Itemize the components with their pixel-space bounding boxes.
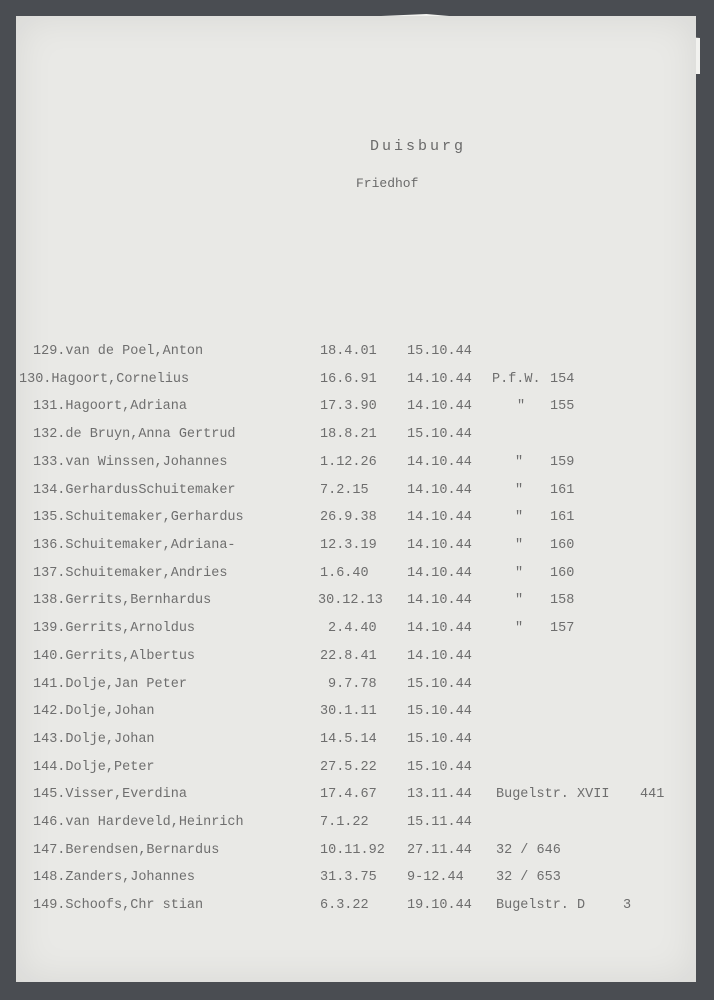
- record-name: 145.Visser,Everdina: [33, 787, 187, 802]
- record-note: ": [515, 510, 524, 525]
- record-row: [0, 649, 714, 669]
- record-death-date: 15.10.44: [407, 427, 472, 442]
- record-note: ": [515, 593, 524, 608]
- record-birth-date: 12.3.19: [320, 538, 377, 553]
- record-death-date: 14.10.44: [407, 483, 472, 498]
- record-birth-date: 14.5.14: [320, 732, 377, 747]
- record-row: [0, 566, 714, 586]
- record-death-date: 15.10.44: [407, 677, 472, 692]
- record-number: 3: [623, 898, 632, 913]
- record-row: [0, 399, 714, 419]
- record-birth-date: 16.6.91: [320, 372, 377, 387]
- record-name: 133.van Winssen,Johannes: [33, 455, 228, 470]
- record-number: 441: [640, 787, 665, 802]
- record-row: [0, 510, 714, 530]
- record-death-date: 14.10.44: [407, 399, 472, 414]
- record-note: Bugelstr. D: [496, 898, 586, 913]
- record-row: [0, 427, 714, 447]
- record-name: 136.Schuitemaker,Adriana-: [33, 538, 236, 553]
- record-number: 155: [550, 399, 575, 414]
- record-birth-date: 9.7.78: [328, 677, 377, 692]
- record-death-date: 19.10.44: [407, 898, 472, 913]
- record-birth-date: 31.3.75: [320, 870, 377, 885]
- record-name: 140.Gerrits,Albertus: [33, 649, 196, 664]
- record-name: 130.Hagoort,Cornelius: [19, 372, 190, 387]
- record-note: Bugelstr. XVII: [496, 787, 610, 802]
- record-name: 137.Schuitemaker,Andries: [33, 566, 228, 581]
- record-birth-date: 6.3.22: [320, 898, 369, 913]
- record-death-date: 14.10.44: [407, 649, 472, 664]
- record-death-date: 14.10.44: [407, 621, 472, 636]
- record-name: 131.Hagoort,Adriana: [33, 399, 187, 414]
- record-row: [0, 621, 714, 641]
- record-birth-date: 7.1.22: [320, 815, 369, 830]
- record-birth-date: 17.3.90: [320, 399, 377, 414]
- record-number: 159: [550, 455, 575, 470]
- record-row: [0, 593, 714, 613]
- record-note: ": [515, 483, 524, 498]
- record-death-date: 15.11.44: [407, 815, 472, 830]
- record-name: 143.Dolje,Johan: [33, 732, 155, 747]
- record-death-date: 14.10.44: [407, 566, 472, 581]
- record-birth-date: 1.12.26: [320, 455, 377, 470]
- record-birth-date: 27.5.22: [320, 760, 377, 775]
- record-note: 32 / 653: [496, 870, 561, 885]
- record-birth-date: 18.8.21: [320, 427, 377, 442]
- record-row: [0, 677, 714, 697]
- record-row: [0, 344, 714, 364]
- record-death-date: 9-12.44: [407, 870, 464, 885]
- record-death-date: 14.10.44: [407, 538, 472, 553]
- record-death-date: 15.10.44: [407, 732, 472, 747]
- record-number: 161: [550, 510, 575, 525]
- record-birth-date: 1.6.40: [320, 566, 369, 581]
- record-note: ": [515, 566, 524, 581]
- record-note: ": [515, 538, 524, 553]
- record-name: 148.Zanders,Johannes: [33, 870, 196, 885]
- record-name: 149.Schoofs,Chr stian: [33, 898, 204, 913]
- record-row: [0, 760, 714, 780]
- record-birth-date: 2.4.40: [328, 621, 377, 636]
- record-number: 160: [550, 566, 575, 581]
- record-name: 146.van Hardeveld,Heinrich: [33, 815, 244, 830]
- record-number: 160: [550, 538, 575, 553]
- record-row: [0, 732, 714, 752]
- record-note: 32 / 646: [496, 843, 561, 858]
- record-row: [0, 843, 714, 863]
- record-birth-date: 22.8.41: [320, 649, 377, 664]
- document-title: Duisburg: [370, 138, 467, 155]
- record-birth-date: 10.11.92: [320, 843, 385, 858]
- record-name: 141.Dolje,Jan Peter: [33, 677, 187, 692]
- record-death-date: 14.10.44: [407, 455, 472, 470]
- record-name: 138.Gerrits,Bernhardus: [33, 593, 212, 608]
- record-note: ": [515, 621, 524, 636]
- record-name: 142.Dolje,Johan: [33, 704, 155, 719]
- record-number: 157: [550, 621, 575, 636]
- record-birth-date: 26.9.38: [320, 510, 377, 525]
- record-death-date: 13.11.44: [407, 787, 472, 802]
- record-name: 134.GerhardusSchuitemaker: [33, 483, 236, 498]
- record-death-date: 14.10.44: [407, 510, 472, 525]
- record-row: [0, 815, 714, 835]
- record-row: [0, 455, 714, 475]
- record-name: 139.Gerrits,Arnoldus: [33, 621, 196, 636]
- record-birth-date: 7.2.15: [320, 483, 369, 498]
- record-number: 158: [550, 593, 575, 608]
- record-name: 129.van de Poel,Anton: [33, 344, 204, 359]
- record-row: [0, 483, 714, 503]
- record-row: [0, 538, 714, 558]
- record-birth-date: 30.1.11: [320, 704, 377, 719]
- record-note: ": [517, 399, 526, 414]
- record-row: [0, 372, 714, 392]
- record-birth-date: 18.4.01: [320, 344, 377, 359]
- record-name: 144.Dolje,Peter: [33, 760, 155, 775]
- record-number: 161: [550, 483, 575, 498]
- record-number: 154: [550, 372, 575, 387]
- record-death-date: 14.10.44: [407, 372, 472, 387]
- record-name: 135.Schuitemaker,Gerhardus: [33, 510, 244, 525]
- record-note: P.f.W.: [492, 372, 541, 387]
- record-name: 147.Berendsen,Bernardus: [33, 843, 220, 858]
- record-birth-date: 30.12.13: [318, 593, 383, 608]
- record-row: [0, 898, 714, 918]
- record-name: 132.de Bruyn,Anna Gertrud: [33, 427, 236, 442]
- record-birth-date: 17.4.67: [320, 787, 377, 802]
- record-death-date: 15.10.44: [407, 760, 472, 775]
- record-death-date: 15.10.44: [407, 344, 472, 359]
- record-row: [0, 704, 714, 724]
- document-subtitle: Friedhof: [356, 176, 419, 191]
- record-note: ": [515, 455, 524, 470]
- record-death-date: 14.10.44: [407, 593, 472, 608]
- record-death-date: 27.11.44: [407, 843, 472, 858]
- record-death-date: 15.10.44: [407, 704, 472, 719]
- record-row: [0, 870, 714, 890]
- record-row: [0, 787, 714, 807]
